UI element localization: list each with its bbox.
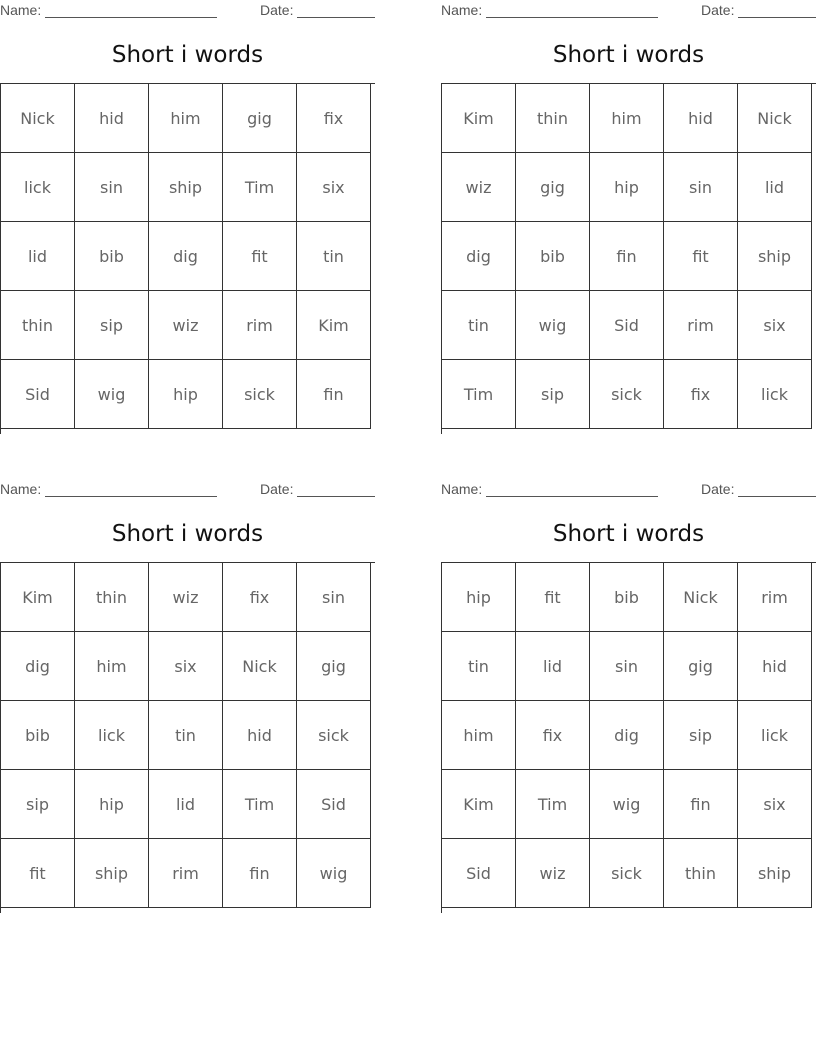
bingo-cell: Kim — [442, 84, 516, 153]
bingo-cell: sin — [590, 632, 664, 701]
name-blank-line[interactable] — [45, 17, 217, 18]
bingo-cell: ship — [738, 222, 812, 291]
bingo-card — [0, 479, 375, 913]
date-label: Date: — [260, 481, 294, 497]
bingo-cell: sick — [590, 839, 664, 908]
bingo-cell: lid — [149, 770, 223, 839]
bingo-cell: rim — [664, 291, 738, 360]
bingo-cell: lick — [1, 153, 75, 222]
card-title: Short i words — [552, 42, 705, 68]
bingo-cell: lid — [1, 222, 75, 291]
bingo-cell: six — [297, 153, 371, 222]
bingo-cell: ship — [738, 839, 812, 908]
bingo-cell: hid — [223, 701, 297, 770]
bingo-cell: fin — [590, 222, 664, 291]
name-date-header — [441, 2, 816, 18]
bingo-cell: fin — [223, 839, 297, 908]
bingo-cell: lick — [738, 701, 812, 770]
bingo-cell: dig — [149, 222, 223, 291]
bingo-cell: hip — [149, 360, 223, 429]
bingo-cell: fix — [516, 701, 590, 770]
bingo-cell: gig — [297, 632, 371, 701]
bingo-cell: fin — [664, 770, 738, 839]
bingo-cell: Kim — [1, 563, 75, 632]
bingo-card — [0, 0, 375, 434]
bingo-cell: Tim — [223, 153, 297, 222]
bingo-cell: sip — [1, 770, 75, 839]
name-blank-line[interactable] — [45, 496, 217, 497]
bingo-cell: lid — [516, 632, 590, 701]
bingo-cell: him — [590, 84, 664, 153]
name-blank-line[interactable] — [486, 496, 658, 497]
card-title: Short i words — [111, 521, 264, 547]
bingo-cell: bib — [75, 222, 149, 291]
date-blank-line[interactable] — [738, 496, 816, 497]
bingo-grid — [441, 83, 816, 434]
bingo-cell: hid — [75, 84, 149, 153]
bingo-cell: lid — [738, 153, 812, 222]
bingo-cell: Nick — [223, 632, 297, 701]
bingo-cell: thin — [664, 839, 738, 908]
bingo-cell: ship — [75, 839, 149, 908]
bingo-cell: Nick — [1, 84, 75, 153]
date-label: Date: — [701, 2, 735, 18]
bingo-cell: Sid — [442, 839, 516, 908]
bingo-cell: him — [442, 701, 516, 770]
name-label: Name: — [441, 481, 483, 497]
date-blank-line[interactable] — [297, 496, 375, 497]
bingo-cell: six — [738, 291, 812, 360]
bingo-cell: wig — [297, 839, 371, 908]
bingo-cell: Sid — [590, 291, 664, 360]
bingo-cell: hip — [442, 563, 516, 632]
bingo-cell: tin — [442, 291, 516, 360]
bingo-cell: fit — [1, 839, 75, 908]
name-blank-line[interactable] — [486, 17, 658, 18]
bingo-cell: Tim — [223, 770, 297, 839]
bingo-cell: sin — [297, 563, 371, 632]
bingo-cell: wig — [516, 291, 590, 360]
bingo-cell: him — [75, 632, 149, 701]
bingo-cell: wiz — [516, 839, 590, 908]
bingo-cell: fit — [516, 563, 590, 632]
card-title: Short i words — [552, 521, 705, 547]
bingo-cell: bib — [516, 222, 590, 291]
name-label: Name: — [441, 2, 483, 18]
bingo-cell: Tim — [442, 360, 516, 429]
bingo-cell: lick — [738, 360, 812, 429]
bingo-cell: wig — [590, 770, 664, 839]
bingo-grid — [0, 83, 375, 434]
bingo-cell: bib — [1, 701, 75, 770]
bingo-cell: gig — [223, 84, 297, 153]
bingo-cell: Sid — [297, 770, 371, 839]
bingo-cell: bib — [590, 563, 664, 632]
bingo-cell: dig — [1, 632, 75, 701]
date-label: Date: — [701, 481, 735, 497]
bingo-cell: wiz — [442, 153, 516, 222]
bingo-cell: tin — [297, 222, 371, 291]
bingo-cell: dig — [590, 701, 664, 770]
bingo-cell: six — [738, 770, 812, 839]
bingo-cell: hip — [590, 153, 664, 222]
bingo-cell: hip — [75, 770, 149, 839]
bingo-cell: fix — [297, 84, 371, 153]
bingo-cell: fix — [223, 563, 297, 632]
name-label: Name: — [0, 2, 42, 18]
bingo-card — [441, 0, 816, 434]
date-blank-line[interactable] — [297, 17, 375, 18]
bingo-cell: Kim — [442, 770, 516, 839]
bingo-cell: tin — [442, 632, 516, 701]
bingo-grid — [0, 562, 375, 913]
bingo-cell: six — [149, 632, 223, 701]
bingo-cell: Nick — [738, 84, 812, 153]
bingo-cell: sip — [516, 360, 590, 429]
bingo-cell: sick — [297, 701, 371, 770]
bingo-cell: hid — [738, 632, 812, 701]
bingo-cell: lick — [75, 701, 149, 770]
bingo-cell: wiz — [149, 291, 223, 360]
name-label: Name: — [0, 481, 42, 497]
bingo-cell: fit — [223, 222, 297, 291]
bingo-cell: Kim — [297, 291, 371, 360]
bingo-cell: sick — [590, 360, 664, 429]
date-label: Date: — [260, 2, 294, 18]
date-blank-line[interactable] — [738, 17, 816, 18]
bingo-cell: gig — [664, 632, 738, 701]
bingo-cell: rim — [223, 291, 297, 360]
bingo-cell: tin — [149, 701, 223, 770]
bingo-cell: sick — [223, 360, 297, 429]
bingo-cell: thin — [516, 84, 590, 153]
bingo-cell: fix — [664, 360, 738, 429]
bingo-cell: Nick — [664, 563, 738, 632]
bingo-cell: sin — [664, 153, 738, 222]
bingo-cell: sip — [664, 701, 738, 770]
bingo-grid — [441, 562, 816, 913]
name-date-header — [0, 2, 375, 18]
bingo-cell: sin — [75, 153, 149, 222]
bingo-cell: Tim — [516, 770, 590, 839]
bingo-cell: wig — [75, 360, 149, 429]
bingo-cell: fit — [664, 222, 738, 291]
bingo-cell: dig — [442, 222, 516, 291]
bingo-cell: wiz — [149, 563, 223, 632]
name-date-header — [0, 481, 375, 497]
bingo-cell: rim — [149, 839, 223, 908]
bingo-cell: thin — [75, 563, 149, 632]
bingo-cell: hid — [664, 84, 738, 153]
bingo-cell: gig — [516, 153, 590, 222]
bingo-cell: thin — [1, 291, 75, 360]
bingo-card — [441, 479, 816, 913]
bingo-cell: him — [149, 84, 223, 153]
bingo-cell: sip — [75, 291, 149, 360]
bingo-cell: Sid — [1, 360, 75, 429]
card-title: Short i words — [111, 42, 264, 68]
bingo-cell: rim — [738, 563, 812, 632]
bingo-cell: ship — [149, 153, 223, 222]
name-date-header — [441, 481, 816, 497]
bingo-cell: fin — [297, 360, 371, 429]
